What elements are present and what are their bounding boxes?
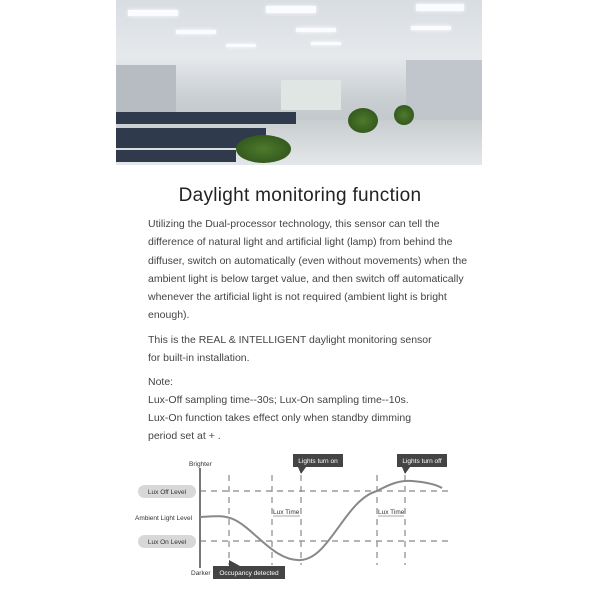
note-heading: Note:: [148, 376, 174, 388]
ambient-label: Ambient Light Level: [135, 515, 193, 522]
darker-label: Darker: [191, 570, 211, 577]
note-line-2: Lux-On function takes effect only when standby dimming period set at + .: [148, 412, 412, 443]
note-line-1: Lux-Off sampling time--30s; Lux-On sampling time--10s.: [148, 394, 409, 406]
lux-off-pill: Lux Off Level: [147, 489, 187, 496]
occupancy-callout: Occupancy detected: [219, 570, 279, 577]
ambient-light-curve: [200, 481, 442, 560]
page-title: Daylight monitoring function: [178, 185, 422, 206]
lux-time-label-1: Lux Time: [273, 509, 300, 516]
intro-paragraph: This is the REAL & INTELLIGENT daylight monitoring sensor for built-in installation.: [148, 334, 432, 365]
lux-on-pill: Lux On Level: [147, 539, 187, 546]
description-paragraph: Utilizing the Dual-processor technology, this sensor can tell the difference of natural light and artificial light (lamp) from behind the diffuser, switch on automatically (even without movements) when the ambient light is below target value, and then switch off automatically whenever the artificial light is not required (ambient light is bright enough).: [148, 218, 468, 322]
brighter-label: Brighter: [189, 461, 212, 468]
lux-time-label-2: Lux Time: [378, 509, 405, 516]
lights-off-callout: Lights turn off: [402, 458, 442, 465]
lights-on-callout: Lights turn on: [298, 458, 338, 465]
